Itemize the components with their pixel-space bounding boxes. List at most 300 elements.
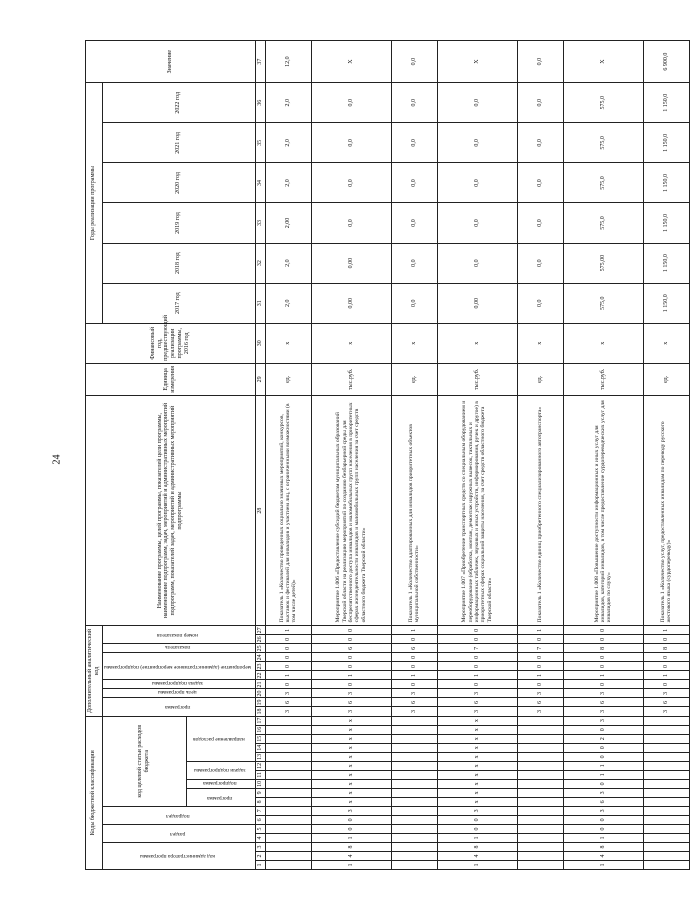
- code-digit: [265, 860, 311, 869]
- code-digit: [391, 716, 437, 725]
- code-digit: х: [311, 788, 391, 797]
- code-digit: 4: [563, 851, 643, 860]
- code-digit: х: [311, 779, 391, 788]
- code-digit: 7: [517, 644, 563, 653]
- code-digit: 0: [643, 662, 689, 671]
- code-digit: 0: [643, 680, 689, 689]
- code-digit: 1: [437, 833, 517, 842]
- code-digit: х: [437, 788, 517, 797]
- table-row: [643, 41, 689, 870]
- year-value-cell: 2,0: [265, 283, 311, 323]
- podprogramma-header: подпрограмма: [186, 779, 255, 788]
- year-value-cell: 0,0: [517, 163, 563, 203]
- code-digit: 0: [391, 653, 437, 662]
- year-value-cell: 0,0: [437, 163, 517, 203]
- code-digit: 3: [517, 707, 563, 716]
- zadacha-header: задачи подпрограммы: [186, 761, 255, 779]
- final-value-cell: 12,0: [265, 41, 311, 83]
- code-digit: [265, 842, 311, 851]
- year-value-cell: 0,0: [391, 163, 437, 203]
- code-digit: [643, 743, 689, 752]
- code-digit: 1: [563, 761, 643, 770]
- code-digit: [517, 806, 563, 815]
- code-digit: х: [311, 725, 391, 734]
- code-digit: [391, 824, 437, 833]
- code-digit: [265, 743, 311, 752]
- indicator-name: Показатель 1 «Количество адаптированных для инвалидов приоритетных объектов муниципальной собственности»: [391, 395, 437, 625]
- year-value-cell: 1 150,0: [643, 83, 689, 123]
- code-digit: 3: [517, 689, 563, 698]
- code-digit: х: [437, 752, 517, 761]
- code-digit: 0: [563, 752, 643, 761]
- napravlenie-header: направление расходов: [186, 716, 255, 761]
- year-2022-header: 2022 год: [102, 83, 255, 123]
- code-digit: [517, 761, 563, 770]
- code-digit: [643, 752, 689, 761]
- code-digit: 1: [391, 671, 437, 680]
- code-digit: 3: [391, 689, 437, 698]
- code-digit: 0: [517, 680, 563, 689]
- column-number: 28: [255, 395, 265, 625]
- year-value-cell: 0,0: [311, 163, 391, 203]
- code-digit: 0: [643, 653, 689, 662]
- code-digit: х: [437, 761, 517, 770]
- code-digit: 8: [311, 842, 391, 851]
- year-2019-header: 2019 год: [102, 203, 255, 243]
- admin-code-header: код администратора программы: [102, 842, 255, 869]
- code-digit: 8: [563, 842, 643, 851]
- year-value-cell: 575,0: [563, 163, 643, 203]
- code-digit: [643, 851, 689, 860]
- year-2020-header: 2020 год: [102, 163, 255, 203]
- table-row: [563, 41, 643, 870]
- code-digit: 6: [391, 644, 437, 653]
- code-digit: 3: [265, 689, 311, 698]
- year-value-cell: 575,0: [563, 83, 643, 123]
- code-digit: [391, 860, 437, 869]
- year-value-cell: 0,0: [391, 123, 437, 163]
- code-digit: [517, 770, 563, 779]
- code-digit: 1: [311, 833, 391, 842]
- column-number: 21: [255, 680, 265, 689]
- year-value-cell: 0,0: [517, 203, 563, 243]
- code-digit: [391, 761, 437, 770]
- final-value-cell: Х: [437, 41, 517, 83]
- code-digit: 8: [563, 644, 643, 653]
- code-digit: [265, 806, 311, 815]
- code-digit: [643, 725, 689, 734]
- code-digit: 1: [563, 770, 643, 779]
- column-number: 24: [255, 653, 265, 662]
- column-number: 27: [255, 626, 265, 635]
- code-digit: [643, 734, 689, 743]
- code-digit: х: [437, 734, 517, 743]
- column-number: 23: [255, 662, 265, 671]
- code-digit: 0: [311, 662, 391, 671]
- code-digit: 6: [311, 698, 391, 707]
- column-number: 26: [255, 635, 265, 644]
- code-digit: 0: [563, 662, 643, 671]
- code-digit: [643, 716, 689, 725]
- code-digit: 2: [563, 734, 643, 743]
- years-header: Годы реализации программы: [86, 83, 103, 323]
- unit-cell: тыс.руб.: [311, 363, 391, 395]
- code-digit: х: [437, 716, 517, 725]
- indicator-name-header: Наименование программы, целей программы, показателей цели программы, наименование подпрограмм, задач, мероприятий и административных мероприятий подпрограмм, показателей задач, мероприятий и административных мероприятий подпрограммы: [86, 395, 256, 625]
- year-value-cell: 2,0: [265, 123, 311, 163]
- column-numbers-row: [255, 41, 265, 870]
- code-digit: 1: [563, 833, 643, 842]
- fin-year-cell: х: [391, 323, 437, 363]
- code-digit: [391, 743, 437, 752]
- year-value-cell: 0,0: [437, 123, 517, 163]
- column-number: 17: [255, 716, 265, 725]
- code-digit: [643, 797, 689, 806]
- code-digit: 1: [265, 626, 311, 635]
- column-number: 30: [255, 323, 265, 363]
- code-digit: [517, 851, 563, 860]
- year-value-cell: 0,00: [311, 283, 391, 323]
- fin-year-cell: х: [563, 323, 643, 363]
- code-digit: 6: [517, 698, 563, 707]
- code-digit: х: [311, 761, 391, 770]
- unit-cell: ед.: [265, 363, 311, 395]
- code-digit: 1: [437, 860, 517, 869]
- code-digit: х: [437, 743, 517, 752]
- podrazdel-header: подраздел: [102, 806, 255, 824]
- final-value-cell: 6 900,0: [643, 41, 689, 83]
- column-number: 11: [255, 770, 265, 779]
- code-digit: 1: [265, 671, 311, 680]
- year-value-cell: 0,0: [391, 83, 437, 123]
- code-digit: 0: [517, 662, 563, 671]
- code-digit: [517, 797, 563, 806]
- year-value-cell: 2,0: [265, 163, 311, 203]
- code-digit: [517, 824, 563, 833]
- code-digit: 0: [391, 680, 437, 689]
- column-number: 10: [255, 779, 265, 788]
- code-digit: 1: [311, 671, 391, 680]
- code-digit: 3: [311, 689, 391, 698]
- code-digit: 7: [437, 644, 517, 653]
- code-digit: 0: [643, 635, 689, 644]
- code-digit: 0: [391, 662, 437, 671]
- column-number: 16: [255, 725, 265, 734]
- code-digit: 0: [391, 635, 437, 644]
- final-value-cell: Х: [563, 41, 643, 83]
- code-digit: [517, 842, 563, 851]
- unit-cell: ед.: [517, 363, 563, 395]
- code-digit: [391, 833, 437, 842]
- code-digit: 0: [311, 635, 391, 644]
- year-value-cell: 575,0: [563, 203, 643, 243]
- code-digit: 0: [563, 824, 643, 833]
- code-digit: 3: [437, 689, 517, 698]
- code-digit: 0: [265, 662, 311, 671]
- code-digit: [517, 833, 563, 842]
- code-digit: 3: [437, 707, 517, 716]
- code-digit: [517, 752, 563, 761]
- column-number: 18: [255, 707, 265, 716]
- razdel-header: раздел: [102, 824, 255, 842]
- column-number: 5: [255, 824, 265, 833]
- code-digit: [391, 779, 437, 788]
- code-digit: 0: [437, 824, 517, 833]
- table-row: [437, 41, 517, 870]
- code-digit: [643, 770, 689, 779]
- code-digit: 0: [437, 815, 517, 824]
- code-digit: 3: [311, 707, 391, 716]
- code-digit: 0: [563, 635, 643, 644]
- table-row: [311, 41, 391, 870]
- code-digit: [265, 851, 311, 860]
- column-number: 19: [255, 698, 265, 707]
- code-digit: 1: [517, 671, 563, 680]
- code-digit: [265, 824, 311, 833]
- code-digit: 0: [437, 653, 517, 662]
- code-digit: [517, 815, 563, 824]
- code-digit: [643, 779, 689, 788]
- code-digit: 6: [563, 797, 643, 806]
- budget-class-header: Коды бюджетной классификации: [86, 716, 103, 869]
- column-number: 34: [255, 163, 265, 203]
- year-value-cell: 0,0: [437, 203, 517, 243]
- column-number: 33: [255, 203, 265, 243]
- column-number: 14: [255, 743, 265, 752]
- year-value-cell: 0,0: [517, 123, 563, 163]
- code-digit: 1: [437, 671, 517, 680]
- indicator-name: Мероприятие 1.006 «Предоставление субсидий бюджетам муниципальных образований Тверской области на реализацию мероприятий по созданию безбарьерной среды для беспрепятственного доступа инвалидов и маломобильных групп населения в приоритетных сферах жизнедеятельности инвалидов и маломобильных групп населения за счет средств областного бюджета Тверской области»: [311, 395, 391, 625]
- code-digit: [391, 806, 437, 815]
- code-digit: 0: [563, 725, 643, 734]
- column-number: 35: [255, 123, 265, 163]
- code-digit: 0: [517, 653, 563, 662]
- code-digit: [517, 779, 563, 788]
- meropr-header: мероприятие (административное мероприятие) подпрограммы: [102, 653, 255, 680]
- program-table-sheet: [85, 40, 673, 870]
- code-digit: 0: [437, 626, 517, 635]
- year-value-cell: 0,0: [311, 203, 391, 243]
- year-value-cell: 0,00: [437, 283, 517, 323]
- column-number: 15: [255, 734, 265, 743]
- code-digit: 3: [563, 707, 643, 716]
- code-digit: 3: [391, 707, 437, 716]
- year-value-cell: 1 150,0: [643, 163, 689, 203]
- code-digit: 6: [311, 644, 391, 653]
- column-number: 22: [255, 671, 265, 680]
- code-digit: 3: [643, 707, 689, 716]
- pokaz-header: показатель: [102, 644, 255, 653]
- year-value-cell: 575,0: [563, 283, 643, 323]
- code-digit: [265, 833, 311, 842]
- code-digit: [643, 833, 689, 842]
- indicator-name: Показатель 1 «Количество проведенных социально значимых мероприятий, конкурсов, выставок и фестивалей для инвалидов и участием лиц, с ограниченными возможностями (в том числе детей)»: [265, 395, 311, 625]
- table-row: [517, 41, 563, 870]
- fin-year-header: Финансовый год, предшествующий реализации программы, 2016 год: [86, 323, 256, 363]
- code-digit: 8: [643, 644, 689, 653]
- year-value-cell: 1 150,0: [643, 243, 689, 283]
- code-digit: [265, 788, 311, 797]
- year-2017-header: 2017 год: [102, 283, 255, 323]
- code-digit: 0: [437, 635, 517, 644]
- code-digit: 0: [265, 644, 311, 653]
- code-digit: х: [437, 779, 517, 788]
- unit-cell: тыс.руб.: [563, 363, 643, 395]
- code-digit: 0: [311, 815, 391, 824]
- code-digit: 0: [437, 662, 517, 671]
- column-number: 20: [255, 689, 265, 698]
- year-value-cell: 0,0: [391, 283, 437, 323]
- code-digit: 0: [311, 680, 391, 689]
- year-value-cell: 1 150,0: [643, 203, 689, 243]
- code-digit: 1: [517, 626, 563, 635]
- code-digit: 1: [311, 860, 391, 869]
- code-digit: х: [311, 743, 391, 752]
- code-digit: 3: [643, 689, 689, 698]
- code-digit: х: [311, 770, 391, 779]
- code-digit: 0: [563, 626, 643, 635]
- column-number: 25: [255, 644, 265, 653]
- code-digit: [517, 788, 563, 797]
- final-value-cell: 0,0: [517, 41, 563, 83]
- column-number: 3: [255, 842, 265, 851]
- unit-header: Единица измерения: [86, 363, 256, 395]
- zadacha-pp-header: задача подпрограммы: [102, 680, 255, 689]
- code-digit: 4: [437, 851, 517, 860]
- code-digit: [517, 716, 563, 725]
- code-digit: 3: [563, 806, 643, 815]
- code-digit: 6: [643, 698, 689, 707]
- code-digit: х: [311, 797, 391, 806]
- year-2018-header: 2018 год: [102, 243, 255, 283]
- code-digit: 1: [643, 626, 689, 635]
- year-value-cell: 0,0: [311, 123, 391, 163]
- indicator-name: Показатель 1 «Количество единиц приобретенного специализированного автотранспорта»: [517, 395, 563, 625]
- code-digit: [265, 752, 311, 761]
- column-number: 6: [255, 815, 265, 824]
- year-value-cell: 0,0: [391, 203, 437, 243]
- code-digit: 3: [437, 806, 517, 815]
- code-digit: 4: [311, 851, 391, 860]
- final-value-header: Значение: [86, 41, 256, 83]
- year-value-cell: 2,00: [265, 203, 311, 243]
- year-value-cell: 2,0: [265, 83, 311, 123]
- column-number: 4: [255, 833, 265, 842]
- code-digit: [643, 761, 689, 770]
- year-value-cell: 0,0: [391, 243, 437, 283]
- code-digit: [643, 842, 689, 851]
- extra-class-header: Дополнительный аналитический код: [86, 626, 103, 716]
- cel-header: цель программы: [102, 689, 255, 698]
- nomer-header: номер показателя: [102, 626, 255, 644]
- code-digit: 6: [265, 698, 311, 707]
- column-number: 13: [255, 752, 265, 761]
- code-digit: [643, 860, 689, 869]
- page-number: 24: [51, 454, 63, 465]
- year-value-cell: 0,0: [517, 243, 563, 283]
- code-digit: [517, 734, 563, 743]
- indicator-name: Мероприятие 1.008 «Повышение доступности информационных и иных услуг для инвалидов, категорий инвалидов, в том числе предоставление сурдопереводческих услуг для инвалидов по слуху»: [563, 395, 643, 625]
- code-digit: [517, 743, 563, 752]
- code-digit: 0: [311, 824, 391, 833]
- code-digit: [517, 725, 563, 734]
- code-digit: 0: [563, 653, 643, 662]
- code-digit: 0: [437, 680, 517, 689]
- code-digit: х: [437, 797, 517, 806]
- code-digit: х: [437, 725, 517, 734]
- final-value-cell: Х: [311, 41, 391, 83]
- final-value-cell: 0,0: [391, 41, 437, 83]
- code-digit: х: [311, 734, 391, 743]
- code-digit: [391, 842, 437, 851]
- code-digit: [391, 752, 437, 761]
- year-value-cell: 575,00: [563, 243, 643, 283]
- column-number: 2: [255, 851, 265, 860]
- unit-cell: ед.: [643, 363, 689, 395]
- code-digit: [265, 716, 311, 725]
- unit-cell: тыс.руб.: [437, 363, 517, 395]
- column-number: 29: [255, 363, 265, 395]
- code-digit: [643, 806, 689, 815]
- code-digit: 0: [265, 680, 311, 689]
- code-digit: 3: [311, 806, 391, 815]
- code-digit: 3: [563, 689, 643, 698]
- target-article-header: код целевой статьи расходов бюджета: [102, 716, 186, 806]
- year-value-cell: 0,0: [311, 83, 391, 123]
- code-digit: 0: [563, 680, 643, 689]
- code-digit: 8: [437, 842, 517, 851]
- column-number: 9: [255, 788, 265, 797]
- code-digit: [265, 725, 311, 734]
- code-digit: [643, 815, 689, 824]
- year-value-cell: 1 150,0: [643, 283, 689, 323]
- year-value-cell: 0,00: [311, 243, 391, 283]
- fin-year-cell: х: [517, 323, 563, 363]
- code-digit: [265, 815, 311, 824]
- column-number: 1: [255, 860, 265, 869]
- code-digit: 0: [311, 626, 391, 635]
- code-digit: [391, 851, 437, 860]
- code-digit: 6: [437, 698, 517, 707]
- fin-year-cell: х: [311, 323, 391, 363]
- code-digit: 1: [563, 671, 643, 680]
- table-row: [265, 41, 311, 870]
- code-digit: 0: [311, 653, 391, 662]
- code-digit: [643, 788, 689, 797]
- column-number: 37: [255, 41, 265, 83]
- code-digit: 3: [563, 788, 643, 797]
- year-value-cell: 0,0: [517, 83, 563, 123]
- year-value-cell: 2,0: [265, 243, 311, 283]
- code-digit: 0: [563, 815, 643, 824]
- code-digit: [265, 770, 311, 779]
- code-digit: [643, 824, 689, 833]
- code-digit: [265, 734, 311, 743]
- year-value-cell: 0,0: [517, 283, 563, 323]
- code-digit: 1: [391, 626, 437, 635]
- indicator-name: Показатель 1 «Количество услуг, предоставленных инвалидам по переводу русского жестового языка (сурдопереводу)»: [643, 395, 689, 625]
- year-value-cell: 0,0: [437, 83, 517, 123]
- code-digit: 1: [563, 860, 643, 869]
- code-digit: 3: [563, 716, 643, 725]
- code-digit: [517, 860, 563, 869]
- year-value-cell: 575,0: [563, 123, 643, 163]
- prog-col-header: программа: [102, 698, 255, 716]
- code-digit: 6: [563, 698, 643, 707]
- code-digit: 0: [265, 635, 311, 644]
- fin-year-cell: х: [643, 323, 689, 363]
- code-digit: [391, 797, 437, 806]
